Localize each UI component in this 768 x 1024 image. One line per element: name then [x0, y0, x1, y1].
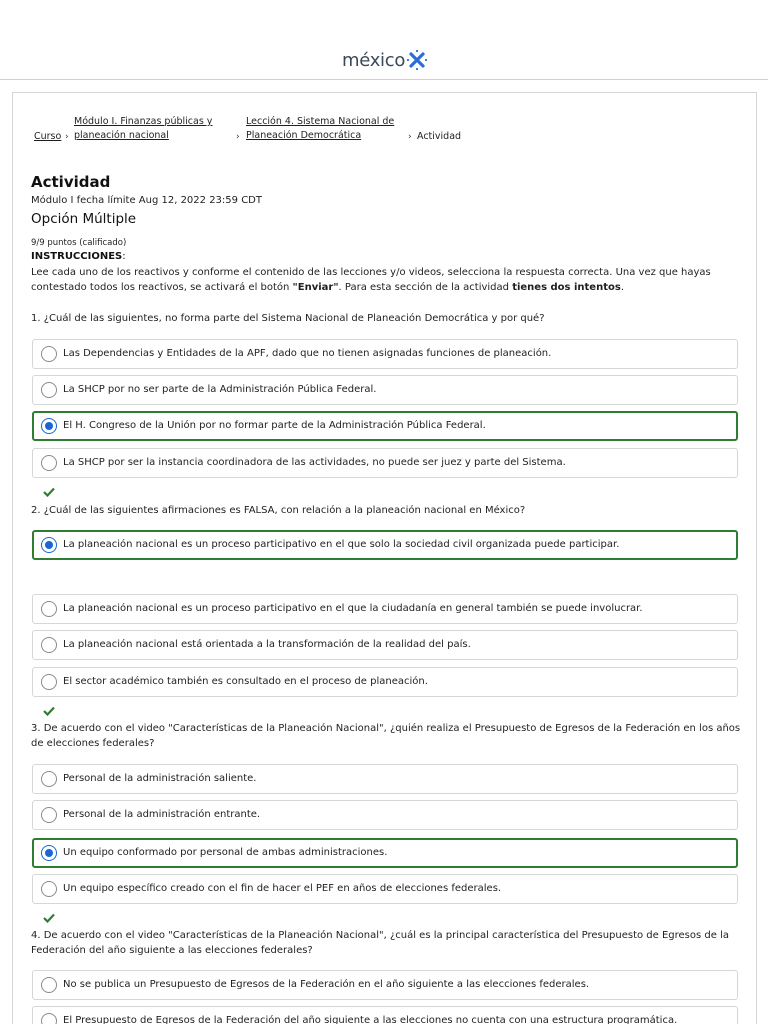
question-3-option-3[interactable] — [32, 838, 738, 868]
question-2-text: 2. ¿Cuál de las siguientes afirmaciones es FALSA, con relación a la planeación nacional en México? — [31, 505, 526, 516]
option-label: El sector académico también es consultado en el proceso de planeación. — [63, 676, 428, 687]
radio-selected-icon[interactable] — [41, 537, 57, 553]
radio-selected-icon[interactable] — [41, 418, 57, 434]
breadcrumb-separator: › — [236, 132, 240, 142]
question-1-option-2[interactable] — [32, 375, 738, 405]
breadcrumb-separator: › — [65, 132, 69, 142]
instructions-body: Lee cada uno de los reactivos y conforme el contenido de las lecciones y/o videos, selecciona la respuesta correcta. Una vez que hayas contestado todos los reactivos, se activará el botón "Enviar". Para esta sección de la actividad tienes dos intentos. — [31, 267, 711, 293]
question-1-text: 1. ¿Cuál de las siguientes, no forma parte del Sistema Nacional de Planeación Democrática y por qué? — [31, 313, 545, 324]
question-3-option-4[interactable] — [32, 874, 738, 904]
question-4-text: 4. De acuerdo con el video "Características de la Planeación Nacional", ¿cuál es la principal característica del Presupuesto de Egresos de la Federación del año siguiente a las elecciones federales? — [31, 930, 729, 956]
question-1-option-3[interactable] — [32, 411, 738, 441]
instructions-heading: INSTRUCCIONES: — [31, 251, 126, 262]
option-label: Las Dependencias y Entidades de la APF, dado que no tienen asignadas funciones de planeación. — [63, 348, 552, 359]
radio-icon[interactable] — [41, 674, 57, 690]
option-label: La planeación nacional está orientada a la transformación de la realidad del país. — [63, 639, 471, 650]
radio-selected-icon[interactable] — [41, 845, 57, 861]
top-bar — [0, 0, 768, 80]
question-1-option-4[interactable] — [32, 448, 738, 478]
logo-text: méxico — [342, 49, 406, 71]
deadline-meta: Módulo I fecha límite Aug 12, 2022 23:59 CDT — [31, 195, 262, 206]
breadcrumb-current: Actividad — [417, 131, 462, 142]
question-2-option-2[interactable] — [32, 594, 738, 624]
mexicox-logo[interactable] — [342, 46, 428, 74]
question-1-option-1[interactable] — [32, 339, 738, 369]
breadcrumb — [13, 93, 753, 153]
question-2-option-3[interactable] — [32, 630, 738, 660]
radio-icon[interactable] — [41, 977, 57, 993]
radio-icon[interactable] — [41, 771, 57, 787]
option-label: La SHCP por ser la instancia coordinadora de las actividades, no puede ser juez y parte del Sistema. — [63, 457, 566, 468]
option-label: El Presupuesto de Egresos de la Federación del año siguiente a las elecciones no cuenta con una estructura programática. — [63, 1015, 678, 1024]
breadcrumb-module-line2: planeación nacional — [74, 130, 169, 141]
option-label: El H. Congreso de la Unión por no formar parte de la Administración Pública Federal. — [63, 420, 486, 431]
score-label: 9/9 puntos (calificado) — [31, 238, 127, 248]
option-label: Un equipo específico creado con el fin de hacer el PEF en años de elecciones federales. — [63, 883, 502, 894]
correct-check-icon — [43, 913, 55, 923]
question-2-option-1[interactable] — [32, 530, 738, 560]
option-label: Un equipo conformado por personal de ambas administraciones. — [63, 847, 388, 858]
question-3-option-2[interactable] — [32, 800, 738, 830]
option-label: No se publica un Presupuesto de Egresos de la Federación en el año siguiente a las elecciones federales. — [63, 979, 590, 990]
radio-icon[interactable] — [41, 1013, 57, 1024]
option-label: La planeación nacional es un proceso participativo en el que la ciudadanía en general también se puede involucrar. — [63, 603, 643, 614]
breadcrumb-course-link[interactable]: Curso — [34, 131, 62, 142]
page-title: Actividad — [31, 173, 111, 191]
question-4-option-2[interactable] — [32, 1006, 738, 1024]
option-label: La SHCP por no ser parte de la Administración Pública Federal. — [63, 384, 377, 395]
option-label: Personal de la administración entrante. — [63, 809, 261, 820]
question-3-text: 3. De acuerdo con el video "Características de la Planeación Nacional", ¿quién realiza el Presupuesto de Egresos de la Federación en los años de elecciones federales? — [31, 723, 741, 749]
breadcrumb-lesson-line1: Lección 4. Sistema Nacional de — [246, 116, 395, 127]
radio-icon[interactable] — [41, 455, 57, 471]
option-label: La planeación nacional es un proceso participativo en el que solo la sociedad civil organizada puede participar. — [63, 539, 620, 550]
question-3-option-1[interactable] — [32, 764, 738, 794]
breadcrumb-module-link[interactable] — [74, 115, 212, 143]
radio-icon[interactable] — [41, 637, 57, 653]
radio-icon[interactable] — [41, 346, 57, 362]
breadcrumb-lesson-link[interactable] — [246, 115, 394, 143]
radio-icon[interactable] — [41, 807, 57, 823]
radio-icon[interactable] — [41, 382, 57, 398]
option-label: Personal de la administración saliente. — [63, 773, 257, 784]
radio-icon[interactable] — [41, 881, 57, 897]
question-2-option-4[interactable] — [32, 667, 738, 697]
question-4-option-1[interactable] — [32, 970, 738, 1000]
breadcrumb-module-line1: Módulo I. Finanzas públicas y — [74, 116, 213, 127]
logo-x-icon — [406, 49, 428, 71]
breadcrumb-separator: › — [408, 132, 412, 142]
breadcrumb-lesson-line2: Planeación Democrática — [246, 130, 362, 141]
activity-card — [12, 92, 757, 1024]
radio-icon[interactable] — [41, 601, 57, 617]
section-subtitle: Opción Múltiple — [31, 211, 137, 227]
correct-check-icon — [43, 487, 55, 497]
correct-check-icon — [43, 706, 55, 716]
